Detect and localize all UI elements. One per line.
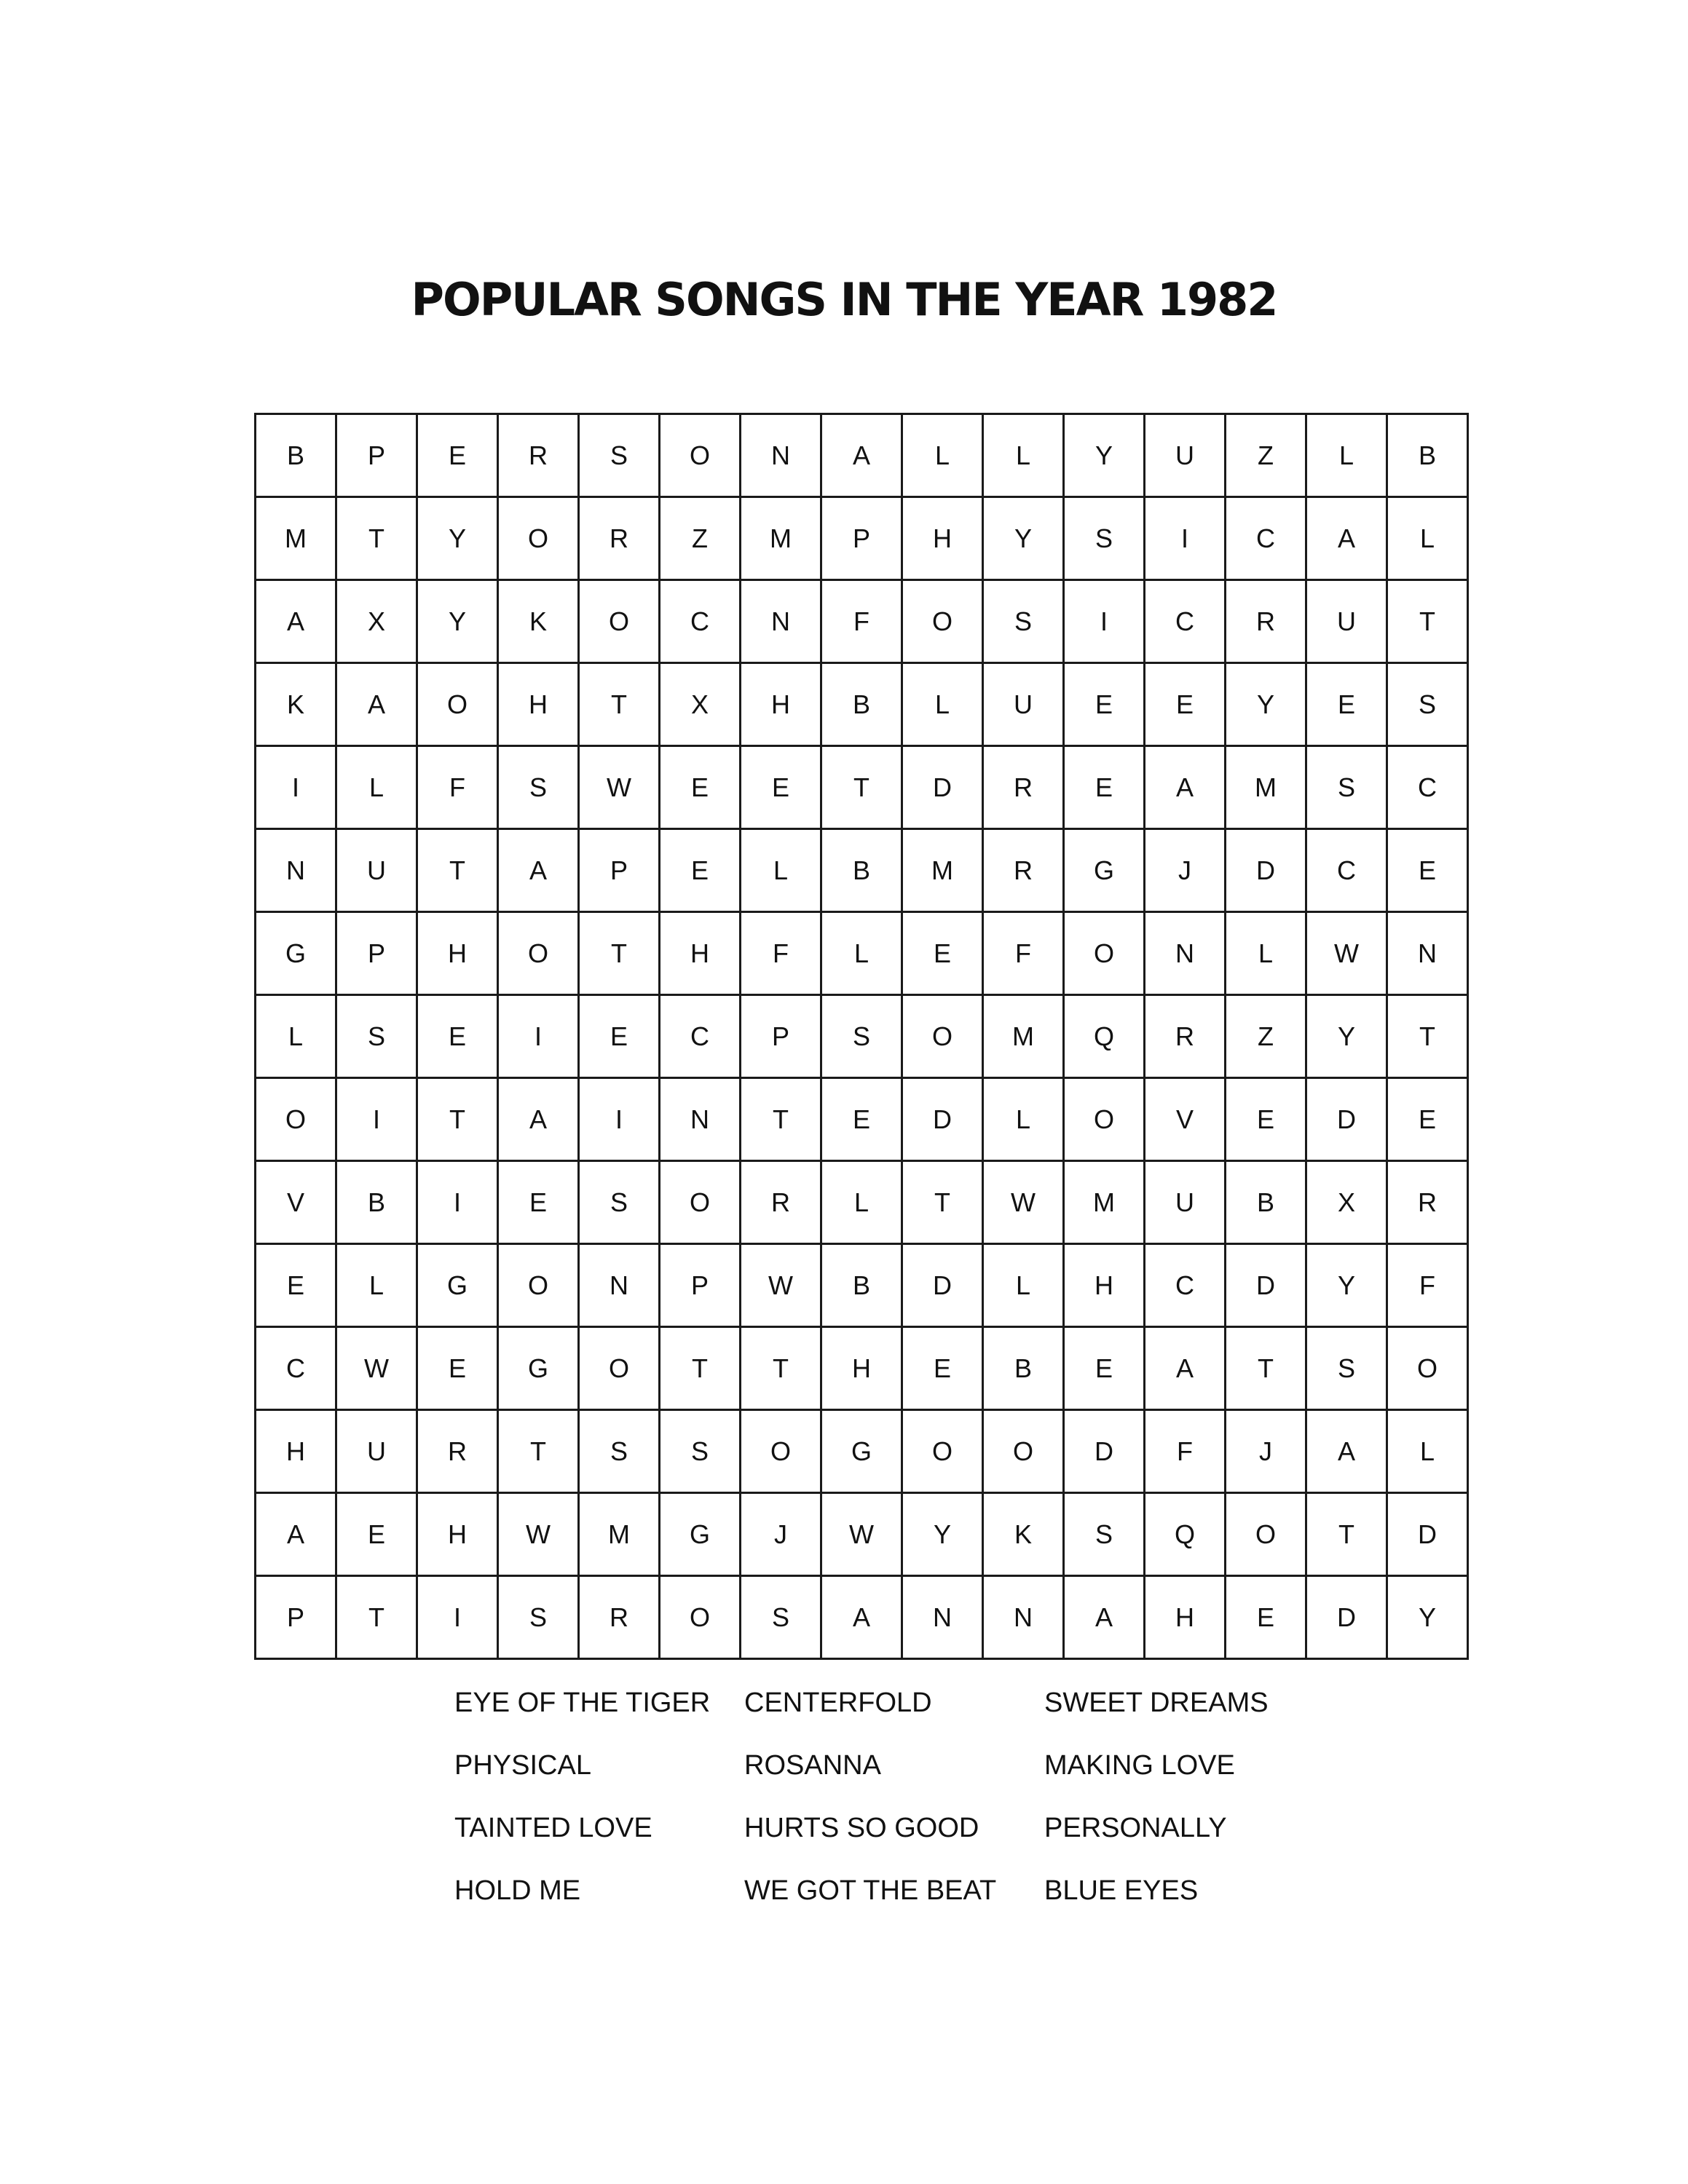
grid-cell[interactable]: I bbox=[417, 1161, 498, 1244]
grid-cell[interactable]: J bbox=[741, 1493, 821, 1576]
grid-cell[interactable]: D bbox=[1306, 1078, 1387, 1161]
grid-row bbox=[256, 1244, 1468, 1327]
word-list-item: PERSONALLY bbox=[1044, 1813, 1227, 1843]
grid-cell[interactable]: B bbox=[821, 1244, 902, 1327]
grid-cell[interactable]: E bbox=[1064, 663, 1145, 746]
grid-cell[interactable]: E bbox=[1226, 1078, 1306, 1161]
word-list-item: PHYSICAL bbox=[454, 1750, 591, 1781]
grid-cell[interactable]: S bbox=[498, 746, 579, 829]
grid-cell[interactable]: I bbox=[1064, 580, 1145, 663]
grid-cell[interactable]: S bbox=[498, 1576, 579, 1659]
grid-cell[interactable]: A bbox=[256, 580, 336, 663]
grid-cell[interactable]: W bbox=[336, 1327, 417, 1410]
word-list-item: SWEET DREAMS bbox=[1044, 1688, 1269, 1718]
grid-cell[interactable]: S bbox=[336, 995, 417, 1078]
grid-cell[interactable]: E bbox=[498, 1161, 579, 1244]
word-list-item: BLUE EYES bbox=[1044, 1875, 1199, 1906]
grid-cell[interactable]: J bbox=[1145, 829, 1226, 912]
grid-cell[interactable]: D bbox=[1387, 1493, 1468, 1576]
grid-cell[interactable]: P bbox=[741, 995, 821, 1078]
grid-cell[interactable]: P bbox=[579, 829, 660, 912]
grid-cell[interactable]: G bbox=[821, 1410, 902, 1493]
grid-cell[interactable]: Y bbox=[417, 497, 498, 580]
grid-cell[interactable]: T bbox=[1226, 1327, 1306, 1410]
word-search-grid bbox=[254, 413, 1469, 1660]
grid-cell[interactable]: E bbox=[417, 995, 498, 1078]
grid-cell[interactable]: B bbox=[821, 663, 902, 746]
grid-cell[interactable]: W bbox=[983, 1161, 1064, 1244]
grid-cell[interactable]: F bbox=[983, 912, 1064, 995]
grid-cell[interactable]: X bbox=[660, 663, 741, 746]
grid-cell[interactable]: N bbox=[741, 414, 821, 497]
grid-cell[interactable]: W bbox=[498, 1493, 579, 1576]
grid-cell[interactable]: I bbox=[256, 746, 336, 829]
grid-cell[interactable]: D bbox=[1226, 829, 1306, 912]
grid-cell[interactable]: V bbox=[256, 1161, 336, 1244]
grid-cell[interactable]: S bbox=[660, 1410, 741, 1493]
grid-cell[interactable]: G bbox=[660, 1493, 741, 1576]
grid-cell[interactable]: M bbox=[983, 995, 1064, 1078]
grid-cell[interactable]: B bbox=[821, 829, 902, 912]
grid-cell[interactable]: P bbox=[336, 414, 417, 497]
grid-cell[interactable]: E bbox=[1226, 1576, 1306, 1659]
grid-cell[interactable]: X bbox=[336, 580, 417, 663]
grid-cell[interactable]: F bbox=[417, 746, 498, 829]
grid-cell[interactable]: A bbox=[498, 829, 579, 912]
grid-cell[interactable]: O bbox=[1226, 1493, 1306, 1576]
grid-cell[interactable]: D bbox=[1064, 1410, 1145, 1493]
grid-cell[interactable]: S bbox=[579, 1161, 660, 1244]
grid-cell[interactable]: B bbox=[1387, 414, 1468, 497]
grid-cell[interactable]: E bbox=[902, 912, 983, 995]
grid-row bbox=[256, 829, 1468, 912]
grid-cell[interactable]: T bbox=[902, 1161, 983, 1244]
grid-cell[interactable]: O bbox=[660, 1576, 741, 1659]
grid-cell[interactable]: K bbox=[256, 663, 336, 746]
grid-cell[interactable]: N bbox=[256, 829, 336, 912]
word-list-item: HOLD ME bbox=[454, 1875, 581, 1906]
grid-row bbox=[256, 1576, 1468, 1659]
grid-cell[interactable]: H bbox=[741, 663, 821, 746]
grid-cell[interactable]: O bbox=[983, 1410, 1064, 1493]
grid-cell[interactable]: O bbox=[741, 1410, 821, 1493]
grid-row bbox=[256, 1078, 1468, 1161]
page-title: POPULAR SONGS IN THE YEAR 1982 bbox=[411, 273, 1277, 326]
grid-cell[interactable]: T bbox=[498, 1410, 579, 1493]
grid-cell[interactable]: S bbox=[1064, 497, 1145, 580]
grid-cell[interactable]: M bbox=[579, 1493, 660, 1576]
grid-cell[interactable]: P bbox=[821, 497, 902, 580]
grid-cell[interactable]: M bbox=[256, 497, 336, 580]
grid-cell[interactable]: Y bbox=[1387, 1576, 1468, 1659]
grid-cell[interactable]: O bbox=[902, 1410, 983, 1493]
grid-cell[interactable]: R bbox=[983, 746, 1064, 829]
grid-cell[interactable]: L bbox=[983, 414, 1064, 497]
grid-cell[interactable]: U bbox=[336, 1410, 417, 1493]
word-list-item: HURTS SO GOOD bbox=[744, 1813, 979, 1843]
grid-cell[interactable]: C bbox=[1387, 746, 1468, 829]
grid-cell[interactable]: N bbox=[660, 1078, 741, 1161]
grid-row bbox=[256, 995, 1468, 1078]
grid-cell[interactable]: T bbox=[1306, 1493, 1387, 1576]
grid-cell[interactable]: Y bbox=[983, 497, 1064, 580]
grid-cell[interactable]: T bbox=[741, 1078, 821, 1161]
grid-cell[interactable]: S bbox=[1064, 1493, 1145, 1576]
grid-cell[interactable]: K bbox=[498, 580, 579, 663]
grid-cell[interactable]: S bbox=[579, 1410, 660, 1493]
grid-cell[interactable]: H bbox=[1064, 1244, 1145, 1327]
grid-cell[interactable]: Z bbox=[1226, 414, 1306, 497]
grid-cell[interactable]: A bbox=[1306, 497, 1387, 580]
grid-cell[interactable]: M bbox=[741, 497, 821, 580]
grid-cell[interactable]: O bbox=[256, 1078, 336, 1161]
grid-cell[interactable]: P bbox=[336, 912, 417, 995]
grid-cell[interactable]: U bbox=[1306, 580, 1387, 663]
grid-row bbox=[256, 1161, 1468, 1244]
grid-cell[interactable]: S bbox=[983, 580, 1064, 663]
grid-cell[interactable]: L bbox=[821, 912, 902, 995]
grid-cell[interactable]: M bbox=[902, 829, 983, 912]
grid-cell[interactable]: L bbox=[336, 1244, 417, 1327]
grid-cell[interactable]: T bbox=[417, 829, 498, 912]
grid-cell[interactable]: R bbox=[1226, 580, 1306, 663]
grid-cell[interactable]: C bbox=[1145, 1244, 1226, 1327]
grid-cell[interactable]: F bbox=[1145, 1410, 1226, 1493]
grid-row bbox=[256, 912, 1468, 995]
grid-row bbox=[256, 1410, 1468, 1493]
grid-cell[interactable]: E bbox=[417, 414, 498, 497]
grid-cell[interactable]: R bbox=[1145, 995, 1226, 1078]
grid-cell[interactable]: Y bbox=[1306, 995, 1387, 1078]
word-list-item: EYE OF THE TIGER bbox=[454, 1688, 711, 1718]
grid-cell[interactable]: T bbox=[821, 746, 902, 829]
grid-cell[interactable]: T bbox=[1387, 580, 1468, 663]
grid-cell[interactable]: U bbox=[983, 663, 1064, 746]
grid-cell[interactable]: I bbox=[1145, 497, 1226, 580]
grid-cell[interactable]: E bbox=[1306, 663, 1387, 746]
grid-cell[interactable]: P bbox=[660, 1244, 741, 1327]
grid-row bbox=[256, 497, 1468, 580]
grid-row bbox=[256, 580, 1468, 663]
grid-cell[interactable]: P bbox=[256, 1576, 336, 1659]
grid-cell[interactable]: O bbox=[579, 580, 660, 663]
grid-cell[interactable]: V bbox=[1145, 1078, 1226, 1161]
grid-cell[interactable]: L bbox=[1306, 414, 1387, 497]
grid-cell[interactable]: U bbox=[1145, 1161, 1226, 1244]
grid-cell[interactable]: R bbox=[417, 1410, 498, 1493]
grid-cell[interactable]: G bbox=[256, 912, 336, 995]
grid-cell[interactable]: B bbox=[336, 1161, 417, 1244]
grid-cell[interactable]: S bbox=[821, 995, 902, 1078]
grid-cell[interactable]: O bbox=[498, 912, 579, 995]
grid-cell[interactable]: K bbox=[983, 1493, 1064, 1576]
grid-cell[interactable]: O bbox=[1064, 1078, 1145, 1161]
grid-cell[interactable]: M bbox=[1064, 1161, 1145, 1244]
word-list-item: MAKING LOVE bbox=[1044, 1750, 1235, 1781]
grid-cell[interactable]: I bbox=[579, 1078, 660, 1161]
grid-cell[interactable]: W bbox=[1306, 912, 1387, 995]
grid-cell[interactable]: B bbox=[1226, 1161, 1306, 1244]
grid-cell[interactable]: T bbox=[1387, 995, 1468, 1078]
grid-cell[interactable]: S bbox=[1306, 1327, 1387, 1410]
grid-cell[interactable]: O bbox=[902, 580, 983, 663]
grid-cell[interactable]: H bbox=[1145, 1576, 1226, 1659]
grid-cell[interactable]: D bbox=[1306, 1576, 1387, 1659]
grid-cell[interactable]: G bbox=[1064, 829, 1145, 912]
grid-cell[interactable]: J bbox=[1226, 1410, 1306, 1493]
grid-cell[interactable]: A bbox=[1145, 746, 1226, 829]
grid-cell[interactable]: D bbox=[1226, 1244, 1306, 1327]
grid-cell[interactable]: Y bbox=[902, 1493, 983, 1576]
grid-row bbox=[256, 1327, 1468, 1410]
grid-cell[interactable]: L bbox=[902, 663, 983, 746]
grid-cell[interactable]: D bbox=[902, 1078, 983, 1161]
grid-cell[interactable]: Z bbox=[660, 497, 741, 580]
grid-cell[interactable]: N bbox=[1145, 912, 1226, 995]
grid-cell[interactable]: L bbox=[1226, 912, 1306, 995]
grid-cell[interactable]: W bbox=[741, 1244, 821, 1327]
grid-cell[interactable]: R bbox=[1387, 1161, 1468, 1244]
grid-cell[interactable]: F bbox=[741, 912, 821, 995]
grid-cell[interactable]: T bbox=[579, 912, 660, 995]
grid-cell[interactable]: R bbox=[579, 1576, 660, 1659]
grid-cell[interactable]: T bbox=[417, 1078, 498, 1161]
grid-cell[interactable]: H bbox=[902, 497, 983, 580]
grid-cell[interactable]: T bbox=[579, 663, 660, 746]
grid-cell[interactable]: M bbox=[1226, 746, 1306, 829]
grid-cell[interactable]: L bbox=[256, 995, 336, 1078]
grid-row bbox=[256, 663, 1468, 746]
grid-row bbox=[256, 746, 1468, 829]
grid-cell[interactable]: H bbox=[660, 912, 741, 995]
grid-cell[interactable]: L bbox=[336, 746, 417, 829]
grid-cell[interactable]: O bbox=[1387, 1327, 1468, 1410]
grid-cell[interactable]: O bbox=[660, 414, 741, 497]
grid-cell[interactable]: I bbox=[417, 1576, 498, 1659]
grid-cell[interactable]: O bbox=[498, 1244, 579, 1327]
grid-cell[interactable]: Y bbox=[417, 580, 498, 663]
grid-row bbox=[256, 1493, 1468, 1576]
grid-cell[interactable]: O bbox=[417, 663, 498, 746]
grid-cell[interactable]: F bbox=[821, 580, 902, 663]
grid-cell[interactable]: E bbox=[1387, 829, 1468, 912]
grid-cell[interactable]: A bbox=[498, 1078, 579, 1161]
grid-cell[interactable]: Q bbox=[1145, 1493, 1226, 1576]
grid-cell[interactable]: L bbox=[902, 414, 983, 497]
grid-cell[interactable]: Y bbox=[1306, 1244, 1387, 1327]
grid-cell[interactable]: A bbox=[256, 1493, 336, 1576]
grid-cell[interactable]: Y bbox=[1064, 414, 1145, 497]
grid-cell[interactable]: A bbox=[336, 663, 417, 746]
grid-cell[interactable]: E bbox=[336, 1493, 417, 1576]
grid-cell[interactable]: S bbox=[579, 414, 660, 497]
grid-cell[interactable]: N bbox=[902, 1576, 983, 1659]
grid-cell[interactable]: O bbox=[1064, 912, 1145, 995]
grid-cell[interactable]: C bbox=[1226, 497, 1306, 580]
grid-cell[interactable]: L bbox=[983, 1244, 1064, 1327]
grid-cell[interactable]: G bbox=[417, 1244, 498, 1327]
grid-cell[interactable]: X bbox=[1306, 1161, 1387, 1244]
grid-cell[interactable]: S bbox=[741, 1576, 821, 1659]
grid-cell[interactable]: R bbox=[741, 1161, 821, 1244]
grid-cell[interactable]: S bbox=[1387, 663, 1468, 746]
grid-cell[interactable]: R bbox=[983, 829, 1064, 912]
grid-cell[interactable]: E bbox=[821, 1078, 902, 1161]
grid-cell[interactable]: E bbox=[579, 995, 660, 1078]
grid-cell[interactable]: E bbox=[417, 1327, 498, 1410]
grid-cell[interactable]: O bbox=[660, 1161, 741, 1244]
grid-cell[interactable]: E bbox=[660, 746, 741, 829]
grid-cell[interactable]: E bbox=[902, 1327, 983, 1410]
grid-cell[interactable]: N bbox=[1387, 912, 1468, 995]
grid-cell[interactable]: B bbox=[983, 1327, 1064, 1410]
grid-cell[interactable]: H bbox=[256, 1410, 336, 1493]
grid-cell[interactable]: E bbox=[1064, 746, 1145, 829]
grid-cell[interactable]: E bbox=[741, 746, 821, 829]
grid-cell[interactable]: A bbox=[821, 1576, 902, 1659]
grid-cell[interactable]: E bbox=[1145, 663, 1226, 746]
grid-cell[interactable]: E bbox=[1387, 1078, 1468, 1161]
grid-cell[interactable]: S bbox=[1306, 746, 1387, 829]
grid-cell[interactable]: T bbox=[741, 1327, 821, 1410]
word-list-item: CENTERFOLD bbox=[744, 1688, 932, 1718]
grid-cell[interactable]: N bbox=[983, 1576, 1064, 1659]
grid-cell[interactable]: L bbox=[821, 1161, 902, 1244]
grid-cell[interactable]: H bbox=[821, 1327, 902, 1410]
grid-cell[interactable]: T bbox=[660, 1327, 741, 1410]
grid-cell[interactable]: W bbox=[821, 1493, 902, 1576]
grid-cell[interactable]: F bbox=[1387, 1244, 1468, 1327]
grid-row bbox=[256, 414, 1468, 497]
grid-cell[interactable]: A bbox=[821, 414, 902, 497]
grid-cell[interactable]: I bbox=[336, 1078, 417, 1161]
grid-cell[interactable]: L bbox=[741, 829, 821, 912]
grid-cell[interactable]: Q bbox=[1064, 995, 1145, 1078]
grid-cell[interactable]: C bbox=[660, 580, 741, 663]
grid-cell[interactable]: G bbox=[498, 1327, 579, 1410]
grid-cell[interactable]: Y bbox=[1226, 663, 1306, 746]
grid-cell[interactable]: T bbox=[336, 1576, 417, 1659]
grid-cell[interactable]: C bbox=[660, 995, 741, 1078]
grid-cell[interactable]: U bbox=[336, 829, 417, 912]
grid-cell[interactable]: W bbox=[579, 746, 660, 829]
grid-cell[interactable]: O bbox=[902, 995, 983, 1078]
grid-cell[interactable]: I bbox=[498, 995, 579, 1078]
grid-cell[interactable]: D bbox=[902, 746, 983, 829]
grid-cell[interactable]: N bbox=[741, 580, 821, 663]
grid-cell[interactable]: U bbox=[1145, 414, 1226, 497]
grid-cell[interactable]: O bbox=[579, 1327, 660, 1410]
grid-cell[interactable]: N bbox=[579, 1244, 660, 1327]
grid-cell[interactable]: Z bbox=[1226, 995, 1306, 1078]
grid-cell[interactable]: L bbox=[983, 1078, 1064, 1161]
grid-cell[interactable]: C bbox=[1306, 829, 1387, 912]
grid-cell[interactable]: T bbox=[336, 497, 417, 580]
grid-cell[interactable]: H bbox=[498, 663, 579, 746]
word-list-item: ROSANNA bbox=[744, 1750, 881, 1781]
grid-cell[interactable]: D bbox=[902, 1244, 983, 1327]
grid-cell[interactable]: R bbox=[498, 414, 579, 497]
grid-cell[interactable]: A bbox=[1145, 1327, 1226, 1410]
grid-cell[interactable]: A bbox=[1306, 1410, 1387, 1493]
grid-cell[interactable]: E bbox=[1064, 1327, 1145, 1410]
grid-cell[interactable]: B bbox=[256, 414, 336, 497]
word-list-item: WE GOT THE BEAT bbox=[744, 1875, 997, 1906]
grid-cell[interactable]: H bbox=[417, 912, 498, 995]
grid-cell[interactable]: O bbox=[498, 497, 579, 580]
grid-cell[interactable]: E bbox=[256, 1244, 336, 1327]
grid-cell[interactable]: C bbox=[1145, 580, 1226, 663]
grid-cell[interactable]: L bbox=[1387, 1410, 1468, 1493]
grid-cell[interactable]: R bbox=[579, 497, 660, 580]
grid-cell[interactable]: E bbox=[660, 829, 741, 912]
grid-cell[interactable]: C bbox=[256, 1327, 336, 1410]
grid-cell[interactable]: L bbox=[1387, 497, 1468, 580]
grid-cell[interactable]: A bbox=[1064, 1576, 1145, 1659]
word-list-item: TAINTED LOVE bbox=[454, 1813, 652, 1843]
grid-cell[interactable]: H bbox=[417, 1493, 498, 1576]
